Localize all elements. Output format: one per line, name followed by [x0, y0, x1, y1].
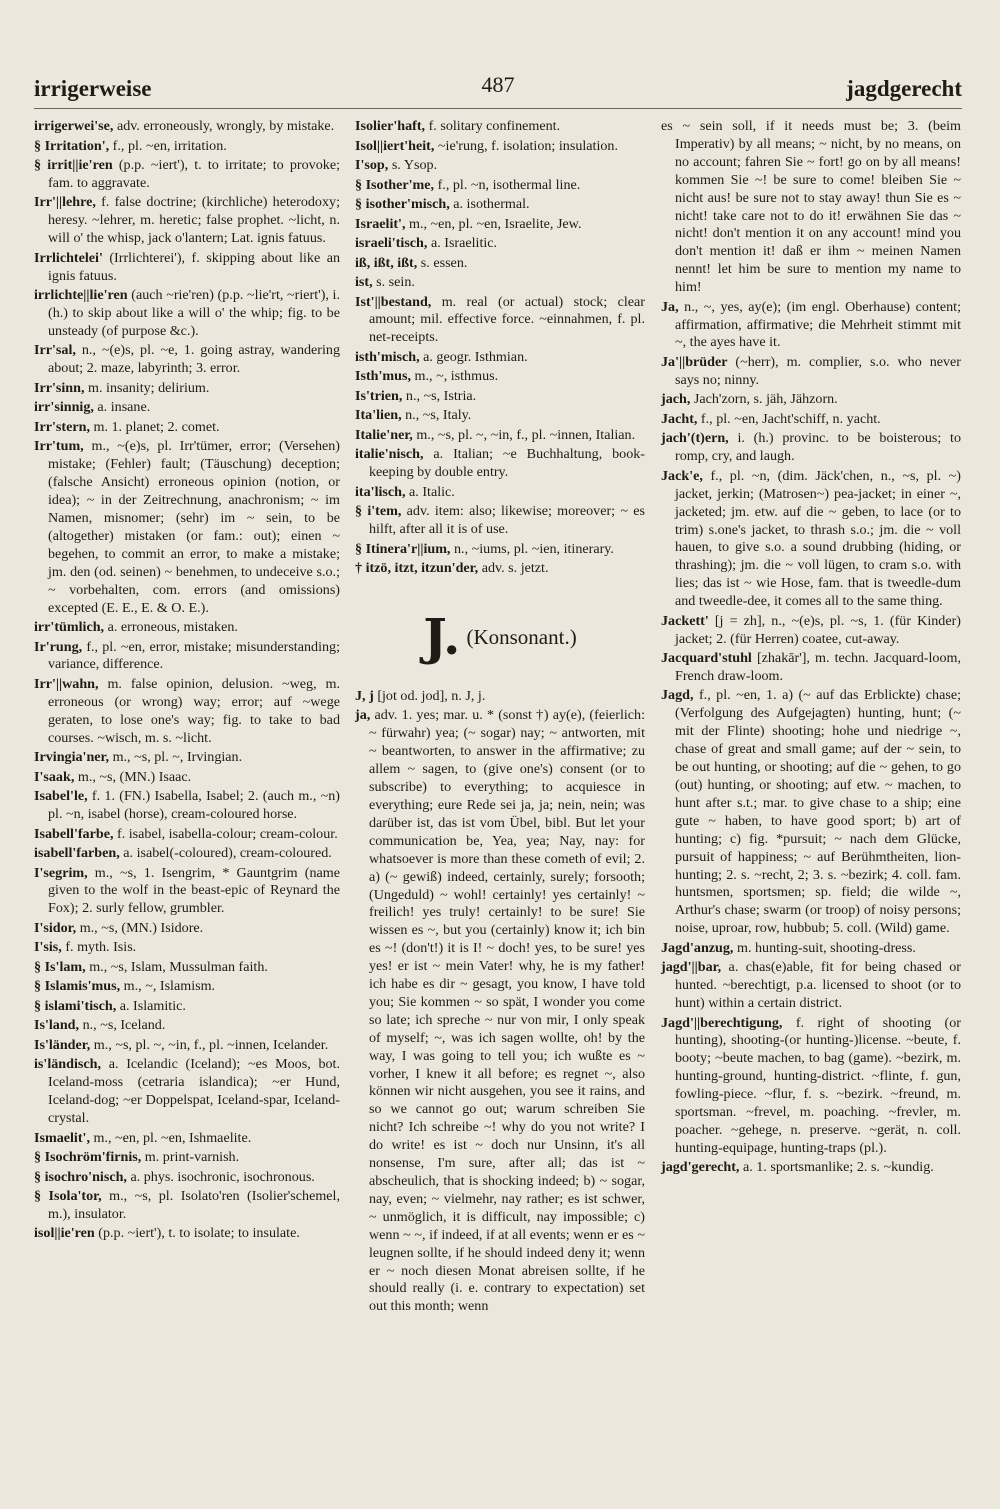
- entry-headword: Irrlichtelei': [34, 249, 103, 266]
- running-header: [34, 70, 962, 104]
- dictionary-entry: [661, 354, 961, 390]
- dictionary-entry: [34, 1149, 340, 1167]
- entry-headword: Ismaelit',: [34, 1129, 90, 1146]
- header-rule: [34, 108, 962, 109]
- dictionary-entry: [34, 998, 340, 1016]
- entry-headword: isabell'farben,: [34, 845, 120, 862]
- entry-text: n., ~s, Istria.: [402, 387, 477, 404]
- entry-text: m., ~s, 1. Isengrim, * Gauntgrim (name given to the wolf in the beast-epic of Reynard the Fox); 2. surly fellow, grumbler.: [48, 864, 340, 917]
- dictionary-entry: [355, 157, 645, 175]
- entry-headword: § isochro'nisch,: [34, 1168, 127, 1185]
- entry-text: (Irrlichterei'), f. skipping about like an ignis fatuus.: [48, 249, 340, 284]
- entry-text: f. 1. (FN.) Isabella, Isabel; 2. (auch m., ~n) pl. ~n, isabel (horse), cream-coloured horse.: [48, 788, 340, 823]
- entry-text: m. 1. planet; 2. comet.: [89, 418, 220, 435]
- entry-text: i. (h.) provinc. to be boisterous; to romp, cry, and laugh.: [675, 430, 961, 465]
- entry-text: m., ~s, (MN.) Isaac.: [74, 768, 192, 785]
- dictionary-entry: [34, 865, 340, 919]
- entry-headword: I'sop,: [355, 157, 389, 173]
- entry-headword: iß, ißt, ißt,: [355, 254, 418, 271]
- entry-headword: Ita'lien,: [355, 407, 402, 424]
- entry-headword: § Is'lam,: [34, 958, 86, 975]
- dictionary-entry: [34, 788, 340, 824]
- entry-headword: Irr'tum,: [34, 438, 84, 455]
- entry-text: f., pl. ~en, 1. a) (~ auf das Erblickte) chase; (Verfolgung des Aufgejagten) hunting, hunt; (~ mit der Flinte) shooting; hohe und niedrige ~, chase of great and small game; auf der ~ sein, to be out hunting, or shooting; auf die ~ gehen, to go (out) hunting, or shooting; auf etw. ~ machen, to hunt after s.t.; mar. to give chase to a ship; eine gute ~ haben, to have good sport; b) art of hunting; c) fig. *pursuit; ~ nach dem Glücke, pursuit of happiness; ~ auf Berühmtheiten, lion-hunting; 2. s. ~recht, 2; 3. s. ~bezirk; 4. coll. fam. huntsmen, sportsmen; sp. field; die wilde ~, Arthur's chase; swarm (or troop) of noisy persons; noise, uproar, row, hubbub; 5. coll. (Wild) game.: [675, 687, 961, 937]
- entry-headword: § Isochröm'firnis,: [34, 1149, 142, 1166]
- dictionary-entry: [34, 920, 340, 938]
- dictionary-entry: [355, 503, 645, 539]
- entry-headword: § Irritation',: [34, 137, 110, 154]
- entry-headword: § Islamis'mus,: [34, 978, 121, 995]
- dictionary-entry: [355, 177, 645, 195]
- entry-headword: Jagd'||berechtigung,: [661, 1014, 783, 1031]
- entry-headword: isol||ie'ren: [34, 1225, 95, 1242]
- entry-text: adv. erroneously, wrongly, by mistake.: [113, 118, 335, 134]
- entry-text: m., ~en, pl. ~en, Ishmaelite.: [89, 1129, 252, 1146]
- dictionary-entry: [34, 194, 340, 248]
- entry-headword: † itzö, itzt, itzun'der,: [355, 560, 479, 577]
- dictionary-entry: [355, 235, 645, 253]
- dictionary-entry: [355, 688, 645, 706]
- entry-text: [zhakār'], m. techn. Jacquard-loom, French draw-loom.: [675, 650, 961, 684]
- entry-headword: irr'sinnig,: [34, 399, 94, 416]
- entry-text: a. geogr. Isthmian.: [419, 348, 528, 365]
- dictionary-entry: [34, 826, 340, 844]
- dictionary-entry: [661, 391, 961, 409]
- entry-headword: § irrit||ie'ren: [34, 157, 113, 173]
- dictionary-entry: [661, 1159, 961, 1177]
- entry-text: s. Ysop.: [388, 157, 438, 173]
- dictionary-entry: [355, 407, 645, 425]
- dictionary-entry: [355, 349, 645, 367]
- entry-text: ~ie'rung, f. isolation; insulation.: [434, 137, 618, 154]
- entry-text: m., ~s, (MN.) Isidore.: [76, 919, 204, 936]
- entry-text: f., pl. ~en, error, mistake; misunderstanding; variance, difference.: [48, 638, 340, 673]
- dictionary-entry: [355, 446, 645, 482]
- entry-text: a. chas(e)able, fit for being chased or hunted. ~berechtigt, p.a. licensed to shoot (or to hunt) within a certain district.: [675, 959, 961, 1012]
- dictionary-entry: [355, 388, 645, 406]
- entry-headword: jagd'||bar,: [661, 959, 722, 976]
- dictionary-entry: [355, 560, 645, 578]
- dictionary-entry: [34, 138, 340, 156]
- dictionary-entry: [355, 484, 645, 502]
- entry-headword: ja,: [355, 707, 371, 724]
- entry-text: m., ~, Islamism.: [120, 978, 216, 995]
- entry-text: a. Israelitic.: [427, 235, 498, 251]
- entry-text: m., ~en, pl. ~en, Israelite, Jew.: [405, 215, 582, 232]
- dictionary-entry: [661, 940, 961, 958]
- dictionary-entry: [34, 978, 340, 996]
- dictionary-entry: [661, 299, 961, 353]
- entry-headword: Jacquard'stuhl: [661, 650, 752, 667]
- entry-text: m., ~s, pl. Isolato'ren (Isolier'schemel, m.), insulator.: [48, 1188, 340, 1222]
- dictionary-entry: [355, 138, 645, 156]
- dictionary-entry: [34, 939, 340, 957]
- dictionary-entry: [34, 1056, 340, 1128]
- dictionary-entry: [34, 157, 340, 193]
- dictionary-entry: [661, 959, 961, 1013]
- dictionary-entry: [34, 118, 340, 136]
- dictionary-entry: [34, 250, 340, 286]
- entry-headword: Irr'stern,: [34, 418, 90, 435]
- entry-headword: § isother'misch,: [355, 196, 450, 212]
- dictionary-entry: [34, 399, 340, 417]
- entry-text: a. isothermal.: [449, 196, 530, 212]
- entry-text: a. Italic.: [405, 483, 455, 500]
- entry-text: m., ~s, Islam, Mussulman faith.: [85, 958, 268, 975]
- entry-text: (auch ~rie'ren) (p.p. ~lie'rt, ~riert'), i. (h.) to skip about like a will o' the whip; fig. to be unsteady (of purpose &c.).: [48, 287, 340, 339]
- entry-text: m. false opinion, delusion. ~weg, m. erroneous (or wrong) way; error; auf ~wege geraten, to lose one's way; fig. to take to bad courses. ~wisch, m. s. ~licht.: [48, 675, 340, 746]
- dictionary-entry: [355, 196, 645, 214]
- dictionary-entry: [661, 1015, 961, 1158]
- entry-text: m., ~s, pl. ~, ~in, f., pl. ~innen, Italian.: [412, 426, 636, 443]
- dictionary-entry: [661, 468, 961, 611]
- entry-headword: Israelit',: [355, 215, 406, 232]
- entry-text: a. Islamitic.: [116, 997, 186, 1014]
- entry-headword: israeli'tisch,: [355, 235, 428, 251]
- dictionary-entry: [355, 294, 645, 348]
- dictionary-entry: [661, 430, 961, 466]
- entry-text: m. print-varnish.: [141, 1149, 240, 1166]
- dictionary-entry: [355, 427, 645, 445]
- entry-headword: irrigerwei'se,: [34, 118, 114, 134]
- entry-headword: § Isother'me,: [355, 176, 435, 193]
- dictionary-entry: [34, 1225, 340, 1243]
- entry-headword: Isabell'farbe,: [34, 825, 114, 842]
- entry-headword: J, j: [355, 687, 374, 704]
- column-left: [34, 118, 340, 1245]
- entry-headword: jagd'gerecht,: [661, 1159, 740, 1176]
- entry-text: f. myth. Isis.: [61, 939, 137, 956]
- entry-headword: Is'trien,: [355, 387, 403, 404]
- entry-text: n., ~s, Italy.: [401, 407, 472, 424]
- dictionary-entry: [34, 380, 340, 398]
- entry-text: m., ~, isthmus.: [411, 368, 499, 385]
- entry-text: f. false doctrine; (kirchliche) heterodoxy; heresy. ~lehrer, m. heretic; false prophet. ~licht, n. will o' the whisp, jack o'lantern; Lat. ignis fatuus.: [48, 194, 340, 247]
- entry-text: adv. 1. yes; mar. u. * (sonst †) ay(e), (feierlich: ~ fürwahr) yea; (~ sogar) nay; ~ antworten, mit ~ beantworten, to answer in the affirmative; zu allem ~ sagen, to (give one's) consent (or to subscribe) to everything; to acquiesce in everything; eure Rede sei ja, ja; nein, nein; was darüber ist, das ist vom Übel, bibl. But let your communication be, Yea, yea; Nay, nay: for whatsoever is more than these cometh of evil; 2. a) (~ gewiß) indeed, certainly, surely; forsooth; (Ungeduld) ~ wohl! certainly! yes certainly! ~ freilich! yes truly! certainly! to be sure! Sie wissen es ~, but you (certainly) know it; ich bin es ~! (don't!) it is I! ~ doch! yes, to be sure! yes yes! er ist ~ mein Vater! why, he is my father! ich habe es dir ~ gesagt, you know, I have told you; Sie kommen ~ so spät, I wonder you come so late; ich spreche ~ nur von mir, I only speak of myself; ~, was ich sagen wollte, oh! by the way, I was going to tell you; ich wußte es ~ vorher, I knew it all before; es regnet ~, also können wir nicht ausgehen, you see it rains, and so we cannot go out; warum schreiben Sie nicht? Ich schreibe ~! why do you not write? I do write! es ist ~ doch nur Unsinn, it's all nonsense, I'm sure, after all; das ist ~ abscheulich, that is shocking indeed; b) ~ sogar, nay, even; ~ vielmehr, nay rather; es ist schwer, ~ unmöglich, it is difficult, nay impossible; c) wenn ~ ~, if indeed, if at all events; wenn er es ~ leugnen sollte, if he should indeed deny it; wenn er ~ noch diesen Monat abreisen sollte, if he should really (i. e. contrary to expectation) set out this month; wenn: [369, 707, 645, 1315]
- dictionary-entry: [34, 1037, 340, 1055]
- entry-text: adv. s. jetzt.: [478, 560, 549, 577]
- entry-headword: Ja,: [661, 298, 679, 315]
- dictionary-entry: [34, 749, 340, 767]
- entry-text: f. solitary confinement.: [425, 118, 561, 134]
- entry-headword: Isth'mus,: [355, 368, 412, 385]
- entry-text: s. sein.: [372, 274, 415, 290]
- entry-text: (p.p. ~iert'), t. to irritate; to provoke; fam. to aggravate.: [48, 157, 340, 191]
- dictionary-entry: [34, 1130, 340, 1148]
- entry-text: es ~ sein soll, if it needs must be; 3. (beim Imperativ) by all means; ~ nicht, by no means, on no account; fahren Sie ~ fort! go on by all means! kommen Sie ~! be sure to come! bleiben Sie ~ nicht aus! be sure not to stay away! thun Sie es ~ nicht! take care not to do it! erwähnen Sie das ~ nicht! don't mention it on any account! mind you don't mention it! daß er ihm ~ meinen Namen nennt! let him be sure to mention my name to him!: [661, 118, 961, 296]
- dictionary-entry: [34, 769, 340, 787]
- entry-headword: Is'land,: [34, 1017, 80, 1034]
- entry-text: a. Icelandic (Iceland); ~es Moos, bot. Iceland-moss (cetraria islandica); ~er Hund, Iceland-dog; ~er Doppelspat, Iceland-spar, Iceland-crystal.: [48, 1056, 340, 1127]
- dictionary-entry: [34, 845, 340, 863]
- dictionary-entry: [34, 342, 340, 378]
- entry-headword: Jack'e,: [661, 467, 703, 484]
- entry-headword: irrlichte||lie'ren: [34, 287, 128, 304]
- dictionary-entry: [355, 216, 645, 234]
- entry-headword: Ist'||bestand,: [355, 293, 432, 310]
- entry-text: a. 1. sportsmanlike; 2. s. ~kundig.: [739, 1159, 934, 1176]
- entry-headword: Jacht,: [661, 410, 698, 427]
- dictionary-entry: [355, 541, 645, 559]
- entry-headword: Isolier'haft,: [355, 118, 426, 134]
- entry-text: m., ~(e)s, pl. Irr'tümer, error; (Versehen) mistake; (Fehler) fault; (Täuschung) deception; (falsche Ansicht) erroneous opinion (notion, or idea); ~ in der Zeitrechnung, anachronism; ~ im Namen, misnomer; (sehr) im ~ sein, to be (altogether) mistaken (or fam.: out); einen ~ begehen, to commit an error, to make a mistake; jm. den (od. seinen) ~ benehmen, to undeceive s.o.; ~ vorbehalten, com. errors (and omissions) excepted (E. E., E. & O. E.).: [48, 438, 340, 616]
- entry-text: f., pl. ~en, Jacht'schiff, n. yacht.: [697, 410, 881, 427]
- dictionary-entry: [34, 619, 340, 637]
- entry-text: m. hunting-suit, shooting-dress.: [733, 939, 916, 956]
- entry-headword: Italie'ner,: [355, 426, 413, 443]
- dictionary-entry: [355, 255, 645, 273]
- entry-headword: Irr'sal,: [34, 342, 76, 359]
- entry-headword: § Isola'tor,: [34, 1188, 102, 1205]
- dictionary-entry: [34, 1188, 340, 1224]
- entry-headword: Jagd,: [661, 687, 694, 704]
- entry-headword: I'sidor,: [34, 919, 77, 936]
- entry-text: f., pl. ~n, isothermal line.: [434, 176, 581, 193]
- entry-headword: ita'lisch,: [355, 483, 406, 500]
- entry-headword: is'ländisch,: [34, 1056, 101, 1073]
- entry-headword: jach'(t)ern,: [661, 430, 729, 447]
- entry-headword: § islami'tisch,: [34, 997, 117, 1014]
- entry-headword: jach,: [661, 391, 691, 408]
- right-guide-word: jagdgerecht: [846, 76, 962, 101]
- entry-text: (~herr), m. complier, s.o. who never says no; ninny.: [675, 353, 961, 388]
- page-number: 487: [481, 72, 515, 97]
- entry-text: a. phys. isochronic, isochronous.: [126, 1168, 315, 1185]
- entry-text: f., pl. ~n, (dim. Jäck'chen, n., ~s, pl. ~) jacket, jerkin; (Matrosen~) pea-jacket; in einer ~, jacketed; jm. etw. auf die ~ geben, to lace (or to trim) s.one's jacket, to thrash s.o.; jm. die ~ voll hauen, to give s.o. a sound drubbing (hiding, or thrashing); jm. die ~ voll lügen, to cram s.o. with lies; das ist ~ wie Hose, fam. that is tweedle-dum and tweedle-dee, it comes all to the same thing.: [675, 467, 961, 610]
- entry-headword: Irvingia'ner,: [34, 749, 110, 766]
- left-guide-word: irrigerweise: [34, 76, 152, 101]
- entry-headword: Isol||iert'heit,: [355, 137, 435, 154]
- entry-headword: ist,: [355, 274, 373, 290]
- entry-text: m., ~s, pl. ~, Irvingian.: [109, 749, 243, 766]
- entry-headword: Irr'||lehre,: [34, 194, 96, 211]
- entry-headword: Jackett': [661, 612, 709, 629]
- dictionary-entry: [34, 959, 340, 977]
- dictionary-entry: [355, 274, 645, 292]
- entry-text: m., ~s, pl. ~, ~in, f., pl. ~innen, Icelander.: [90, 1036, 329, 1053]
- entry-text: m. insanity; delirium.: [84, 379, 210, 396]
- entry-text: n., ~s, Iceland.: [79, 1017, 166, 1034]
- dictionary-entry: [34, 1017, 340, 1035]
- dictionary-entry: [661, 411, 961, 429]
- entry-text: [j = zh], n., ~(e)s, pl. ~s, 1. (für Kinder) jacket; 2. (für Herren) coatee, cut-away.: [675, 612, 961, 647]
- entry-headword: Jagd'anzug,: [661, 939, 734, 956]
- entry-text: a. insane.: [93, 399, 151, 416]
- dictionary-entry: [34, 1169, 340, 1187]
- column-middle: [355, 118, 645, 1318]
- entry-headword: Ir'rung,: [34, 638, 83, 655]
- section-letter: J.: [423, 607, 461, 667]
- entry-text: f., pl. ~en, irritation.: [109, 137, 227, 154]
- entry-headword: irr'tümlich,: [34, 619, 105, 635]
- entry-headword: isth'misch,: [355, 348, 420, 365]
- entry-headword: italie'nisch,: [355, 446, 424, 463]
- entry-text: Jach'zorn, s. jäh, Jähzorn.: [690, 391, 838, 408]
- entry-headword: I'sis,: [34, 939, 62, 956]
- section-note: (Konsonant.): [466, 625, 577, 650]
- entry-text: n., ~, yes, ay(e); (im engl. Oberhause) content; affirmation, affirmative; die Mehrheit stimmt mit ~, the ayes have it.: [675, 298, 961, 351]
- entry-text: s. essen.: [417, 254, 468, 271]
- dictionary-entry: [34, 419, 340, 437]
- section-heading: [355, 607, 645, 667]
- entry-headword: § Itinera'r||ium,: [355, 540, 451, 557]
- entry-text: a. isabel(-coloured), cream-coloured.: [119, 845, 332, 862]
- dictionary-entry: [34, 639, 340, 675]
- entry-headword: Is'länder,: [34, 1036, 91, 1053]
- entry-headword: I'segrim,: [34, 864, 88, 881]
- entry-headword: Isabel'le,: [34, 788, 88, 805]
- dictionary-entry: [34, 676, 340, 748]
- entry-headword: I'saak,: [34, 768, 75, 785]
- dictionary-entry: [661, 650, 961, 686]
- dictionary-entry: [661, 687, 961, 938]
- entry-text: a. Italian; ~e Buchhaltung, book-keeping by double entry.: [369, 446, 645, 481]
- entry-text: f. right of shooting (or hunting), shooting-(or hunting-)license. ~beute, f. booty; ~beute machen, to bag (game). ~bezirk, m. hunting-ground, hunting-district. ~flinte, f. gun, fowling-piece. ~flur, f. s. ~bezirk. ~freund, m. sportsman. ~frevel, m. poaching. ~frevler, m. poacher. ~gehege, n. preserve. ~gerät, n. coll. hunting-equipage, hunting-traps (pl.).: [675, 1014, 961, 1156]
- entry-text: m. real (or actual) stock; clear amount; mil. effective force. ~einnahmen, f. pl. net-receipts.: [369, 293, 645, 346]
- dictionary-entry: [355, 368, 645, 386]
- dictionary-entry: [661, 613, 961, 649]
- entry-text: f. isabel, isabella-colour; cream-colour.: [113, 825, 338, 842]
- entry-text: a. erroneous, mistaken.: [104, 619, 238, 635]
- dictionary-entry: [355, 707, 645, 1316]
- entry-headword: Irr'||wahn,: [34, 675, 99, 692]
- entry-text: n., ~(e)s, pl. ~e, 1. going astray, wandering about; 2. maze, labyrinth; 3. error.: [48, 342, 340, 377]
- entry-text: n., ~iums, pl. ~ien, itinerary.: [450, 540, 614, 557]
- dictionary-entry: [355, 118, 645, 136]
- entry-headword: Irr'sinn,: [34, 379, 85, 396]
- entry-text: [jot od. jod], n. J, j.: [373, 687, 486, 704]
- dictionary-entry: [34, 287, 340, 341]
- dictionary-entry: [34, 438, 340, 617]
- entry-text: adv. item: also; likewise; moreover; ~ es hilft, after all it is of use.: [369, 503, 645, 538]
- dictionary-entry: [661, 118, 961, 297]
- entry-headword: § i'tem,: [355, 503, 402, 520]
- column-right: [661, 118, 961, 1179]
- entry-text: (p.p. ~iert'), t. to isolate; to insulate.: [94, 1225, 300, 1242]
- entry-headword: Ja'||brüder: [661, 353, 728, 370]
